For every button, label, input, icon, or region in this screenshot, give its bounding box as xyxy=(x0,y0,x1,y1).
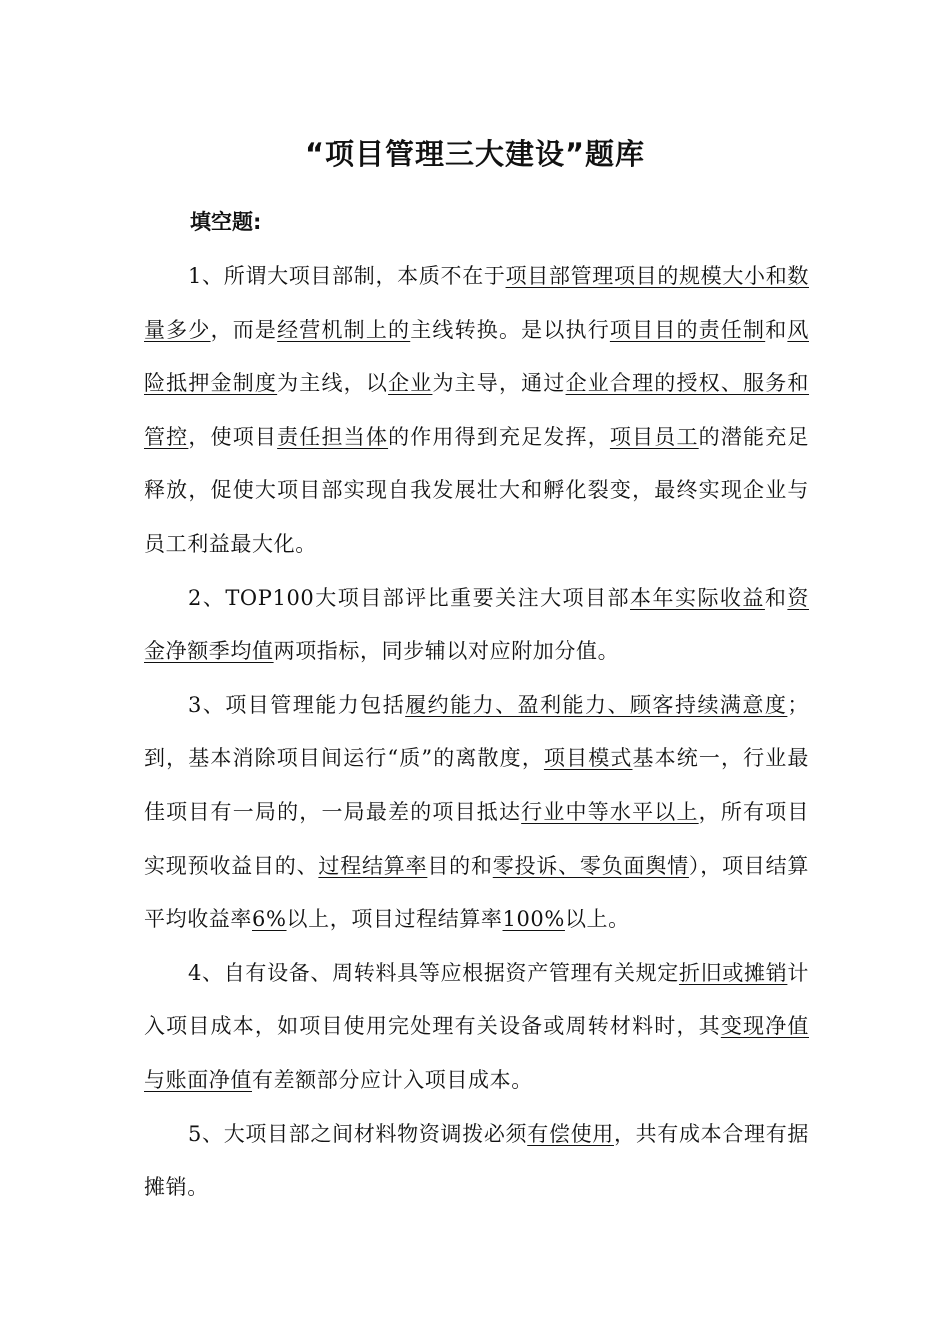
question-paragraph xyxy=(144,947,809,1108)
answer-blank: 折旧或摊销 xyxy=(678,960,788,985)
question-text: ，共有成本合理有据摊销。 xyxy=(144,1121,809,1200)
question-paragraph xyxy=(144,250,809,572)
answer-blank: 有偿使用 xyxy=(527,1121,614,1146)
answer-blank: 项目模式 xyxy=(543,746,633,771)
question-text: ，所有项目实现预收益目的、 xyxy=(144,799,809,878)
answer-blank: 本年实际收益 xyxy=(630,585,765,610)
question-text: 基本统一，行业最佳项目有一局的，一局最差的项目抵达 xyxy=(144,746,809,824)
question-text: 为主导，通过 xyxy=(432,371,566,396)
question-paragraph xyxy=(144,679,809,947)
question-paragraph xyxy=(144,1108,809,1215)
answer-blank: 6% xyxy=(252,907,287,932)
answer-blank: 项目员工 xyxy=(609,424,699,449)
answer-blank: 项目部管理项目的规模大小和数量多少 xyxy=(144,264,809,342)
question-text: 主线转换。是以执行 xyxy=(410,317,610,342)
question-text: 1、所谓大项目部制，本质不在于 xyxy=(188,264,506,288)
question-text: 3、项目管理能力包括 xyxy=(188,692,406,717)
answer-blank: 过程结算率 xyxy=(318,853,428,878)
question-text: ；到，基本消除项目间运行“质”的离散度， xyxy=(144,692,809,771)
question-text: 以上。 xyxy=(564,907,630,932)
question-text: 为主线，以 xyxy=(277,371,389,396)
answer-blank: 零投诉、零负面舆情 xyxy=(492,853,689,878)
question-list xyxy=(144,250,809,1215)
answer-blank: 项目目的责任制 xyxy=(609,317,766,342)
question-text: 以上，项目过程结算率 xyxy=(286,907,503,932)
question-text: 和 xyxy=(764,585,788,610)
section-heading: 填空题: xyxy=(190,210,262,234)
answer-blank: 100% xyxy=(502,907,565,932)
question-text: 目的和 xyxy=(427,853,493,878)
question-paragraph xyxy=(144,572,809,679)
question-text: 有差额部分应计入项目成本。 xyxy=(252,1067,533,1092)
question-text: 5、大项目部之间材料物资调拨必须 xyxy=(188,1121,528,1146)
question-text: 计入项目成本，如项目使用完处理有关设备或周转材料时，其 xyxy=(144,960,809,1039)
question-text: 和 xyxy=(765,317,788,342)
question-text: 4、自有设备、周转料具等应根据资产管理有关规定 xyxy=(188,960,679,985)
page-title: “项目管理三大建设”题库 xyxy=(304,137,646,171)
answer-blank: 资金净额季均值 xyxy=(144,585,809,664)
answer-blank: 企业合理的授权、服务和管控 xyxy=(144,371,810,449)
question-text: ，使项目 xyxy=(188,424,278,449)
question-text: ），项目结算平均收益率 xyxy=(144,853,809,932)
question-text: ，而是 xyxy=(210,317,278,342)
answer-blank: 风险抵押金制度 xyxy=(144,317,809,396)
answer-blank: 企业 xyxy=(388,371,433,396)
question-text: 的作用得到充足发挥， xyxy=(388,424,610,449)
question-text: 两项指标，同步辅以对应附加分值。 xyxy=(273,639,620,664)
question-text: 的潜能充足释放，促使大项目部实现自我发展壮大和孵化裂变，最终实现企业与员工利益最大化。 xyxy=(144,424,810,556)
answer-blank: 责任担当体 xyxy=(277,424,389,449)
answer-blank: 变现净值与账面净值 xyxy=(144,1014,809,1092)
answer-blank: 行业中等水平以上 xyxy=(521,799,699,824)
question-text: 2、TOP100大项目部评比重要关注大项目部 xyxy=(188,585,630,610)
answer-blank: 履约能力、盈利能力、顾客持续满意度 xyxy=(405,692,788,717)
answer-blank: 经营机制上的 xyxy=(277,317,411,342)
